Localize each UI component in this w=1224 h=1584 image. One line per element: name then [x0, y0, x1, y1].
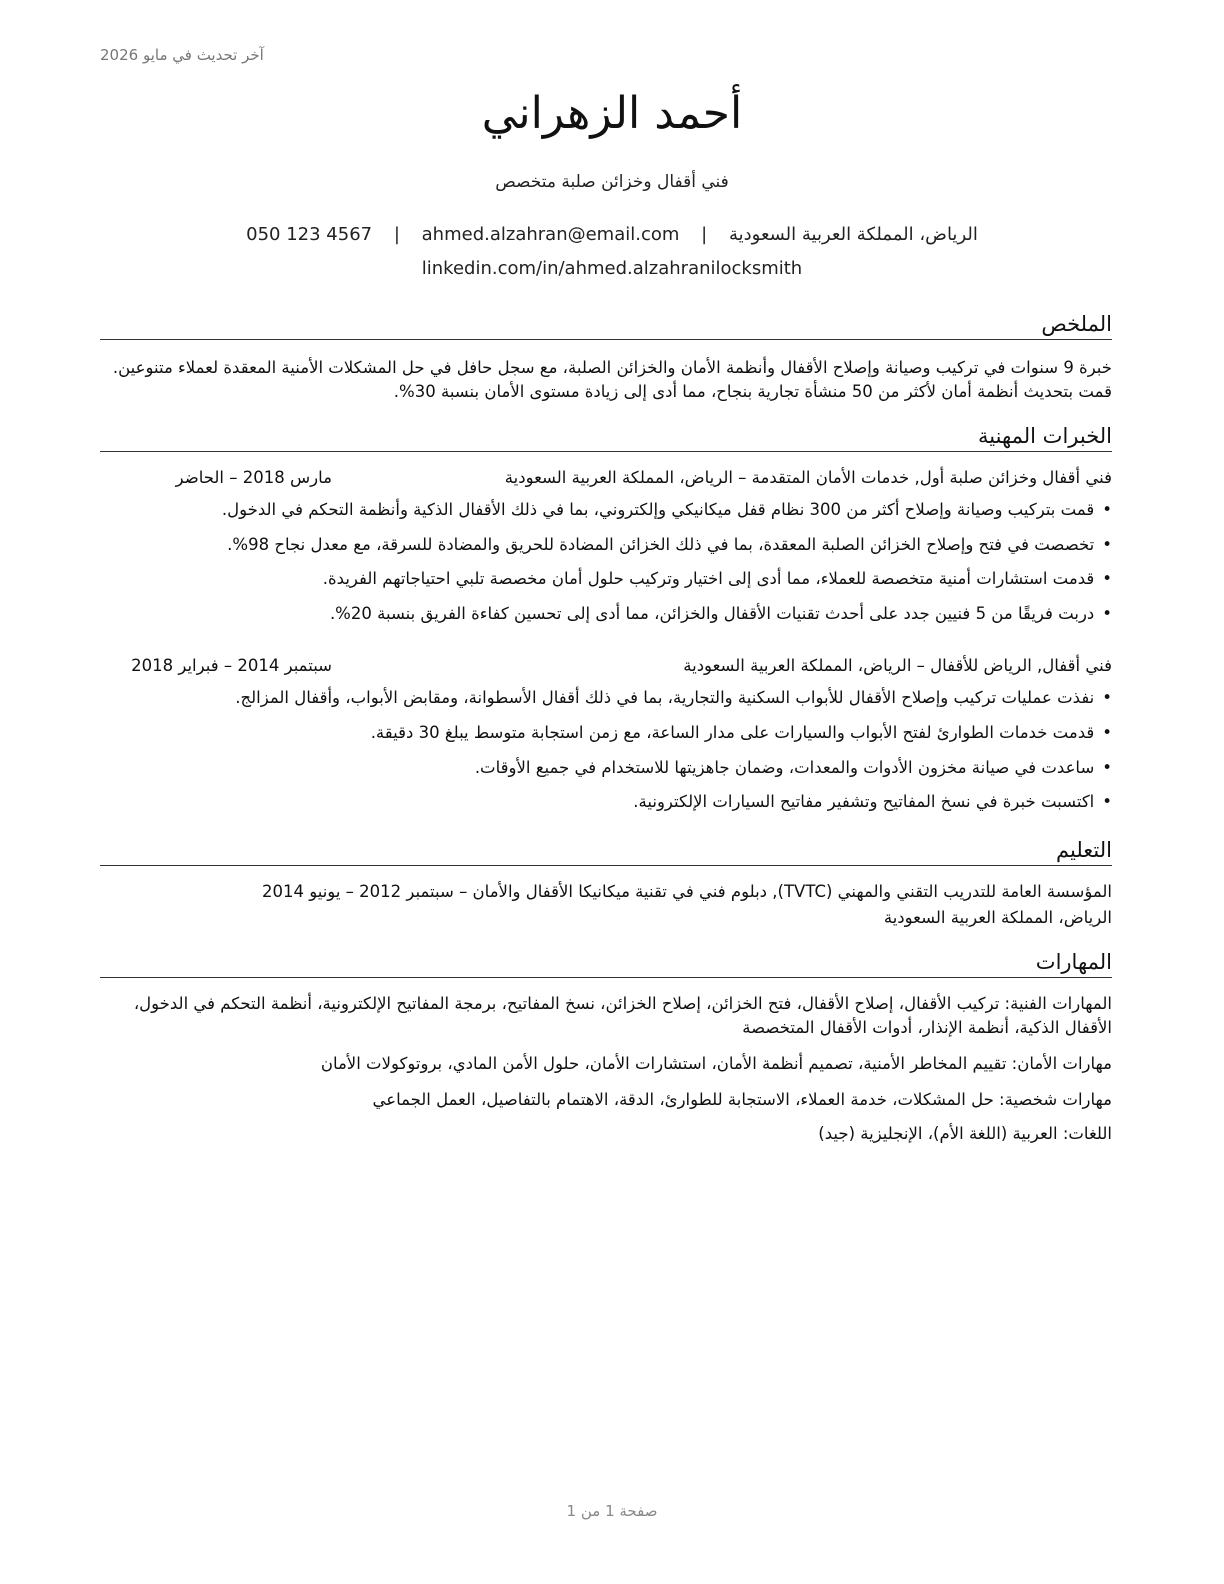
- phone: 050 123 4567: [246, 224, 373, 245]
- job-header: [100, 468, 1112, 492]
- summary-heading: الملخص: [100, 312, 1112, 340]
- job-bullet: •قدمت استشارات أمنية متخصصة للعملاء، مما أدى إلى اختيار وتركيب حلول أمان مخصصة تلبي احتياجاتهم الفريدة.: [322, 569, 1112, 588]
- education-heading: التعليم: [100, 838, 1112, 866]
- summary-text: خبرة 9 سنوات في تركيب وصيانة وإصلاح الأقفال وأنظمة الأمان والخزائن الصلبة، مع سجل حافل في حل المشكلات الأمنية المعقدة لعملاء متنوعين. قمت بتحديث أنظمة أمان لأكثر من 50 منشأة تجارية بنجاح، مما أدى إلى زيادة مستوى الأمان بنسبة 30%.: [112, 358, 1112, 401]
- page-number: صفحة 1 من 1: [566, 1502, 658, 1520]
- contact-line: [0, 224, 1224, 245]
- job-role: فني أقفال وخزائن صلبة أول, خدمات الأمان المتقدمة – الرياض، المملكة العربية السعودية: [504, 468, 1112, 487]
- email-link[interactable]: ahmed.alzahran@email.com: [421, 224, 680, 245]
- job-header: [100, 656, 1112, 680]
- job-title: فني أقفال وخزائن صلبة متخصص: [495, 172, 729, 192]
- education-location: الرياض، المملكة العربية السعودية: [883, 908, 1112, 927]
- candidate-name: أحمد الزهراني: [481, 88, 743, 139]
- education-degree: المؤسسة العامة للتدريب التقني والمهني (TVTC), دبلوم فني في تقنية ميكانيكا الأقفال والأمان – سبتمبر 2012 – يونيو 2014: [261, 882, 1112, 901]
- job-bullet: •ساعدت في صيانة مخزون الأدوات والمعدات، وضمان جاهزيتها للاستخدام في جميع الأوقات.: [474, 758, 1112, 777]
- last-updated: آخر تحديث في مايو 2026: [100, 46, 264, 64]
- job-dates: مارس 2018 – الحاضر: [175, 468, 332, 487]
- job-bullet: •تخصصت في فتح وإصلاح الخزائن الصلبة المعقدة، بما في ذلك الخزائن المضادة للحريق والمضادة للسرقة، مع معدل نجاح 98%.: [227, 535, 1112, 554]
- job-bullet: •اكتسبت خبرة في نسخ المفاتيح وتشفير مفاتيح السيارات الإلكترونية.: [633, 792, 1112, 811]
- location: الرياض، المملكة العربية السعودية: [728, 224, 978, 245]
- job-bullet: •دربت فريقًا من 5 فنيين جدد على أحدث تقنيات الأقفال والخزائن، مما أدى إلى تحسين كفاءة الفريق بنسبة 20%.: [329, 604, 1112, 623]
- separator: |: [393, 224, 400, 245]
- job-bullet: •نفذت عمليات تركيب وإصلاح الأقفال للأبواب السكنية والتجارية، بما في ذلك أقفال الأسطوانة، ومقابض الأبواب، وأقفال المزالج.: [235, 688, 1112, 707]
- skills-languages: اللغات: العربية (اللغة الأم)، الإنجليزية (جيد): [818, 1124, 1112, 1143]
- job-dates: سبتمبر 2014 – فبراير 2018: [131, 656, 332, 675]
- separator: |: [701, 224, 708, 245]
- job-bullet: •قمت بتركيب وصيانة وإصلاح أكثر من 300 نظام قفل ميكانيكي وإلكتروني، بما في ذلك الأقفال الذكية وأنظمة التحكم في الدخول.: [221, 500, 1112, 519]
- skills-security: مهارات الأمان: تقييم المخاطر الأمنية، تصميم أنظمة الأمان، استشارات الأمان، حلول الأمن المادي، بروتوكولات الأمان: [320, 1054, 1112, 1073]
- job-role: فني أقفال, الرياض للأقفال – الرياض، المملكة العربية السعودية: [683, 656, 1112, 675]
- linkedin-link[interactable]: linkedin.com/in/ahmed.alzahranilocksmith: [421, 258, 803, 279]
- experience-heading: الخبرات المهنية: [100, 424, 1112, 452]
- skills-personal: مهارات شخصية: حل المشكلات، خدمة العملاء، الاستجابة للطوارئ، الدقة، الاهتمام بالتفاصيل، العمل الجماعي: [372, 1090, 1112, 1109]
- skills-heading: المهارات: [100, 950, 1112, 978]
- job-bullet: •قدمت خدمات الطوارئ لفتح الأبواب والسيارات على مدار الساعة، مع زمن استجابة متوسط يبلغ 30 دقيقة.: [370, 723, 1112, 742]
- skills-technical: المهارات الفنية: تركيب الأقفال، إصلاح الأقفال، فتح الخزائن، إصلاح الخزائن، نسخ المفاتيح، برمجة المفاتيح الإلكترونية، أنظمة التحكم في الدخول، الأقفال الذكية، أنظمة الإنذار، أدوات الأقفال المتخصصة: [133, 994, 1112, 1037]
